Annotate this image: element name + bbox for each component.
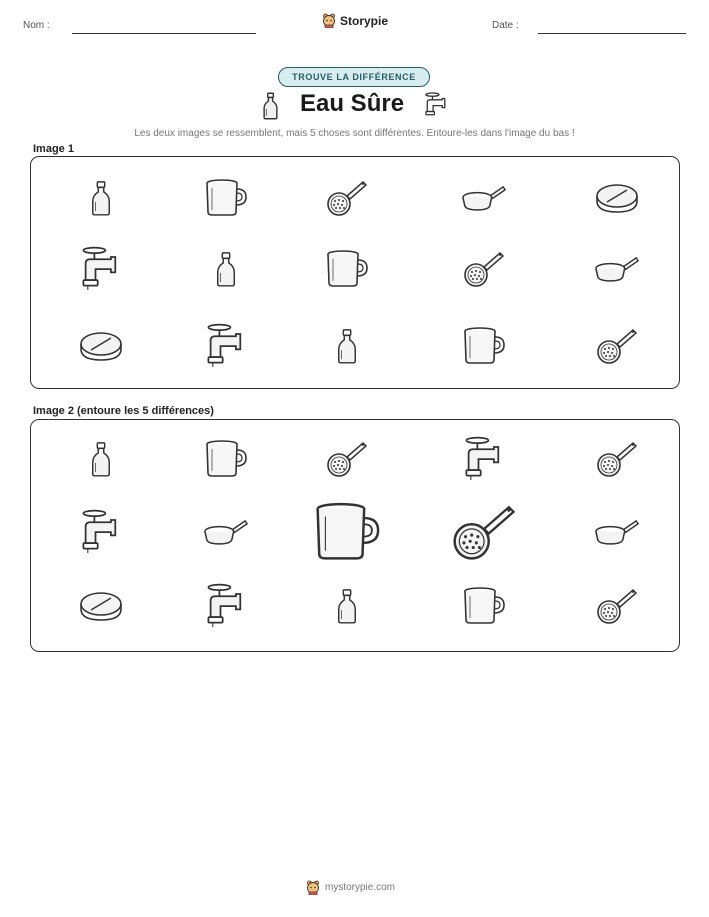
faucet-icon[interactable] [79,509,123,555]
pan-icon [594,255,640,284]
bottle-icon[interactable] [336,588,358,625]
pan-icon [461,184,507,213]
strainer-icon [595,326,639,366]
strainer-icon [462,249,506,289]
date-field[interactable] [538,33,686,34]
page-title: Eau Sûre [300,90,405,117]
activity-badge: TROUVE LA DIFFÉRENCE [278,67,430,87]
strainer-icon[interactable] [450,501,518,563]
faucet-icon [204,323,248,369]
mug-icon [204,178,248,218]
mug-icon[interactable] [462,586,506,626]
bottle-icon [262,91,279,121]
footer [306,880,395,895]
name-label: Nom : [23,20,50,31]
mug-icon [462,326,506,366]
tablet-icon [595,181,639,215]
tablet-icon [79,329,123,363]
pan-icon[interactable] [203,518,249,547]
image1-label: Image 1 [33,143,74,155]
date-label: Date : [492,20,519,31]
bottle-icon [90,180,112,217]
name-field[interactable] [72,33,256,34]
instructions: Les deux images se ressemblent, mais 5 choses sont différentes. Entoure-les dans l'image du bas ! [134,128,575,139]
strainer-icon[interactable] [595,439,639,479]
strainer-icon[interactable] [325,439,369,479]
storypie-mascot-icon [306,880,320,895]
mug-icon [325,249,369,289]
image2-label: Image 2 (entoure les 5 différences) [33,405,214,417]
bottle-icon[interactable] [90,441,112,478]
footer-site: mystorypie.com [325,882,396,893]
mug-icon[interactable] [313,501,381,563]
brand-logo [322,13,388,28]
brand-name: Storypie [340,13,389,28]
strainer-icon [325,178,369,218]
faucet-icon[interactable] [462,436,506,482]
faucet-icon [79,246,123,292]
storypie-mascot-icon [322,13,336,28]
bottle-icon [336,328,358,365]
faucet-icon[interactable] [204,583,248,629]
faucet-icon [424,92,450,118]
strainer-icon[interactable] [595,586,639,626]
bottle-icon [215,251,237,288]
pan-icon[interactable] [594,518,640,547]
mug-icon[interactable] [204,439,248,479]
tablet-icon[interactable] [79,589,123,623]
